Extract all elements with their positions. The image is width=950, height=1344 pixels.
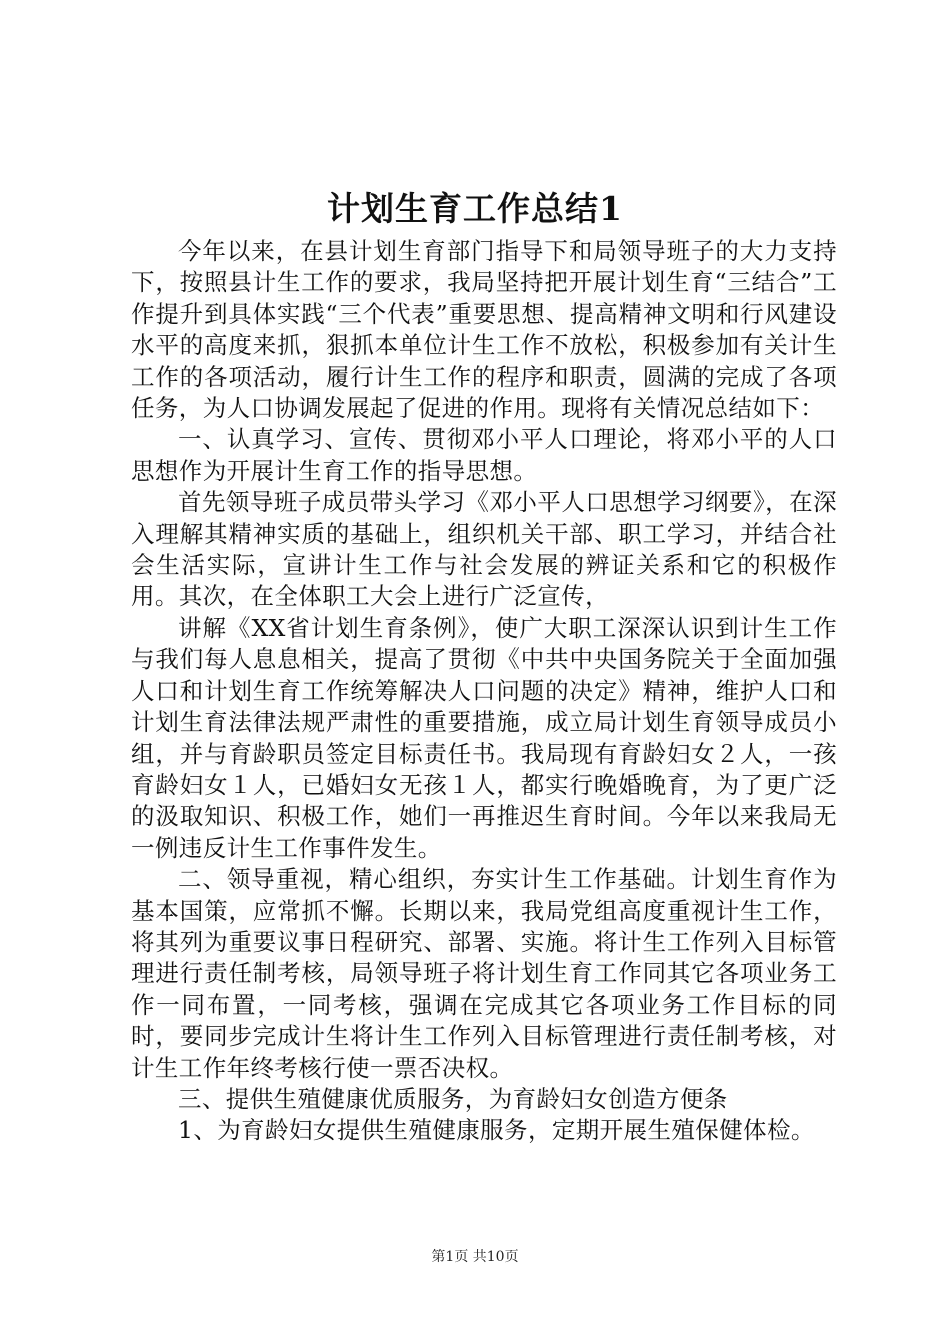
paragraph-study: 首先领导班子成员带头学习《邓小平人口思想学习纲要》，在深入理解其精神实质的基础上，组织机关干部、职工学习，并结合社会生活实际，宣讲计生工作与社会发展的辨证关系和它的积极作用。其次，在全体职工大会上进行广泛宣传， [131, 488, 837, 611]
paragraph-section-2: 二、领导重视，精心组织，夯实计生工作基础。计划生育作为基本国策，应常抓不懈。长期以来，我局党组高度重视计生工作，将其列为重要议事日程研究、部署、实施。将计生工作列入目标管理进行责任制考核，局领导班子将计划生育工作同其它各项业务工作一同布置，一同考核，强调在完成其它各项业务工作目标的同时，要同步完成计生将计生工作列入目标管理进行责任制考核，对计生工作年终考核行使一票否决权。 [131, 865, 837, 1082]
paragraph-regulations: 讲解《XX省计划生育条例》，使广大职工深深认识到计生工作与我们每人息息相关，提高了贯彻《中共中央国务院关于全面加强人口和计划生育工作统筹解决人口问题的决定》精神，维护人口和计划生育法律法规严肃性的重要措施，成立局计划生育领导成员小组，并与育龄职员签定目标责任书。我局现有育龄妇女２人，一孩育龄妇女１人，已婚妇女无孩１人，都实行晚婚晚育，为了更广泛的汲取知识、积极工作，她们一再推迟生育时间。今年以来我局无一例违反计生工作事件发生。 [131, 613, 837, 862]
document-body [131, 236, 837, 1147]
document-title: 计划生育工作总结1 [327, 189, 623, 228]
paragraph-section-3-heading: 三、提供生殖健康优质服务，为育龄妇女创造方便条 [178, 1084, 728, 1113]
paragraph-intro: 今年以来，在县计划生育部门指导下和局领导班子的大力支持下，按照县计生工作的要求，我局坚持把开展计划生育“三结合”工作提升到具体实践“三个代表”重要思想、提高精神文明和行风建设水平的高度来抓，狠抓本单位计生工作不放松，积极参加有关计生工作的各项活动，履行计生工作的程序和职责，圆满的完成了各项任务，为人口协调发展起了促进的作用。现将有关情况总结如下： [131, 237, 837, 423]
paragraph-item-1: 1、为育龄妇女提供生殖健康服务，定期开展生殖保健体检。 [178, 1116, 815, 1145]
paragraph-section-1-heading: 一、认真学习、宣传、贯彻邓小平人口理论，将邓小平的人口思想作为开展计生育工作的指导思想。 [131, 425, 837, 485]
page-number-footer: 第1页 共10页 [431, 1249, 519, 1265]
